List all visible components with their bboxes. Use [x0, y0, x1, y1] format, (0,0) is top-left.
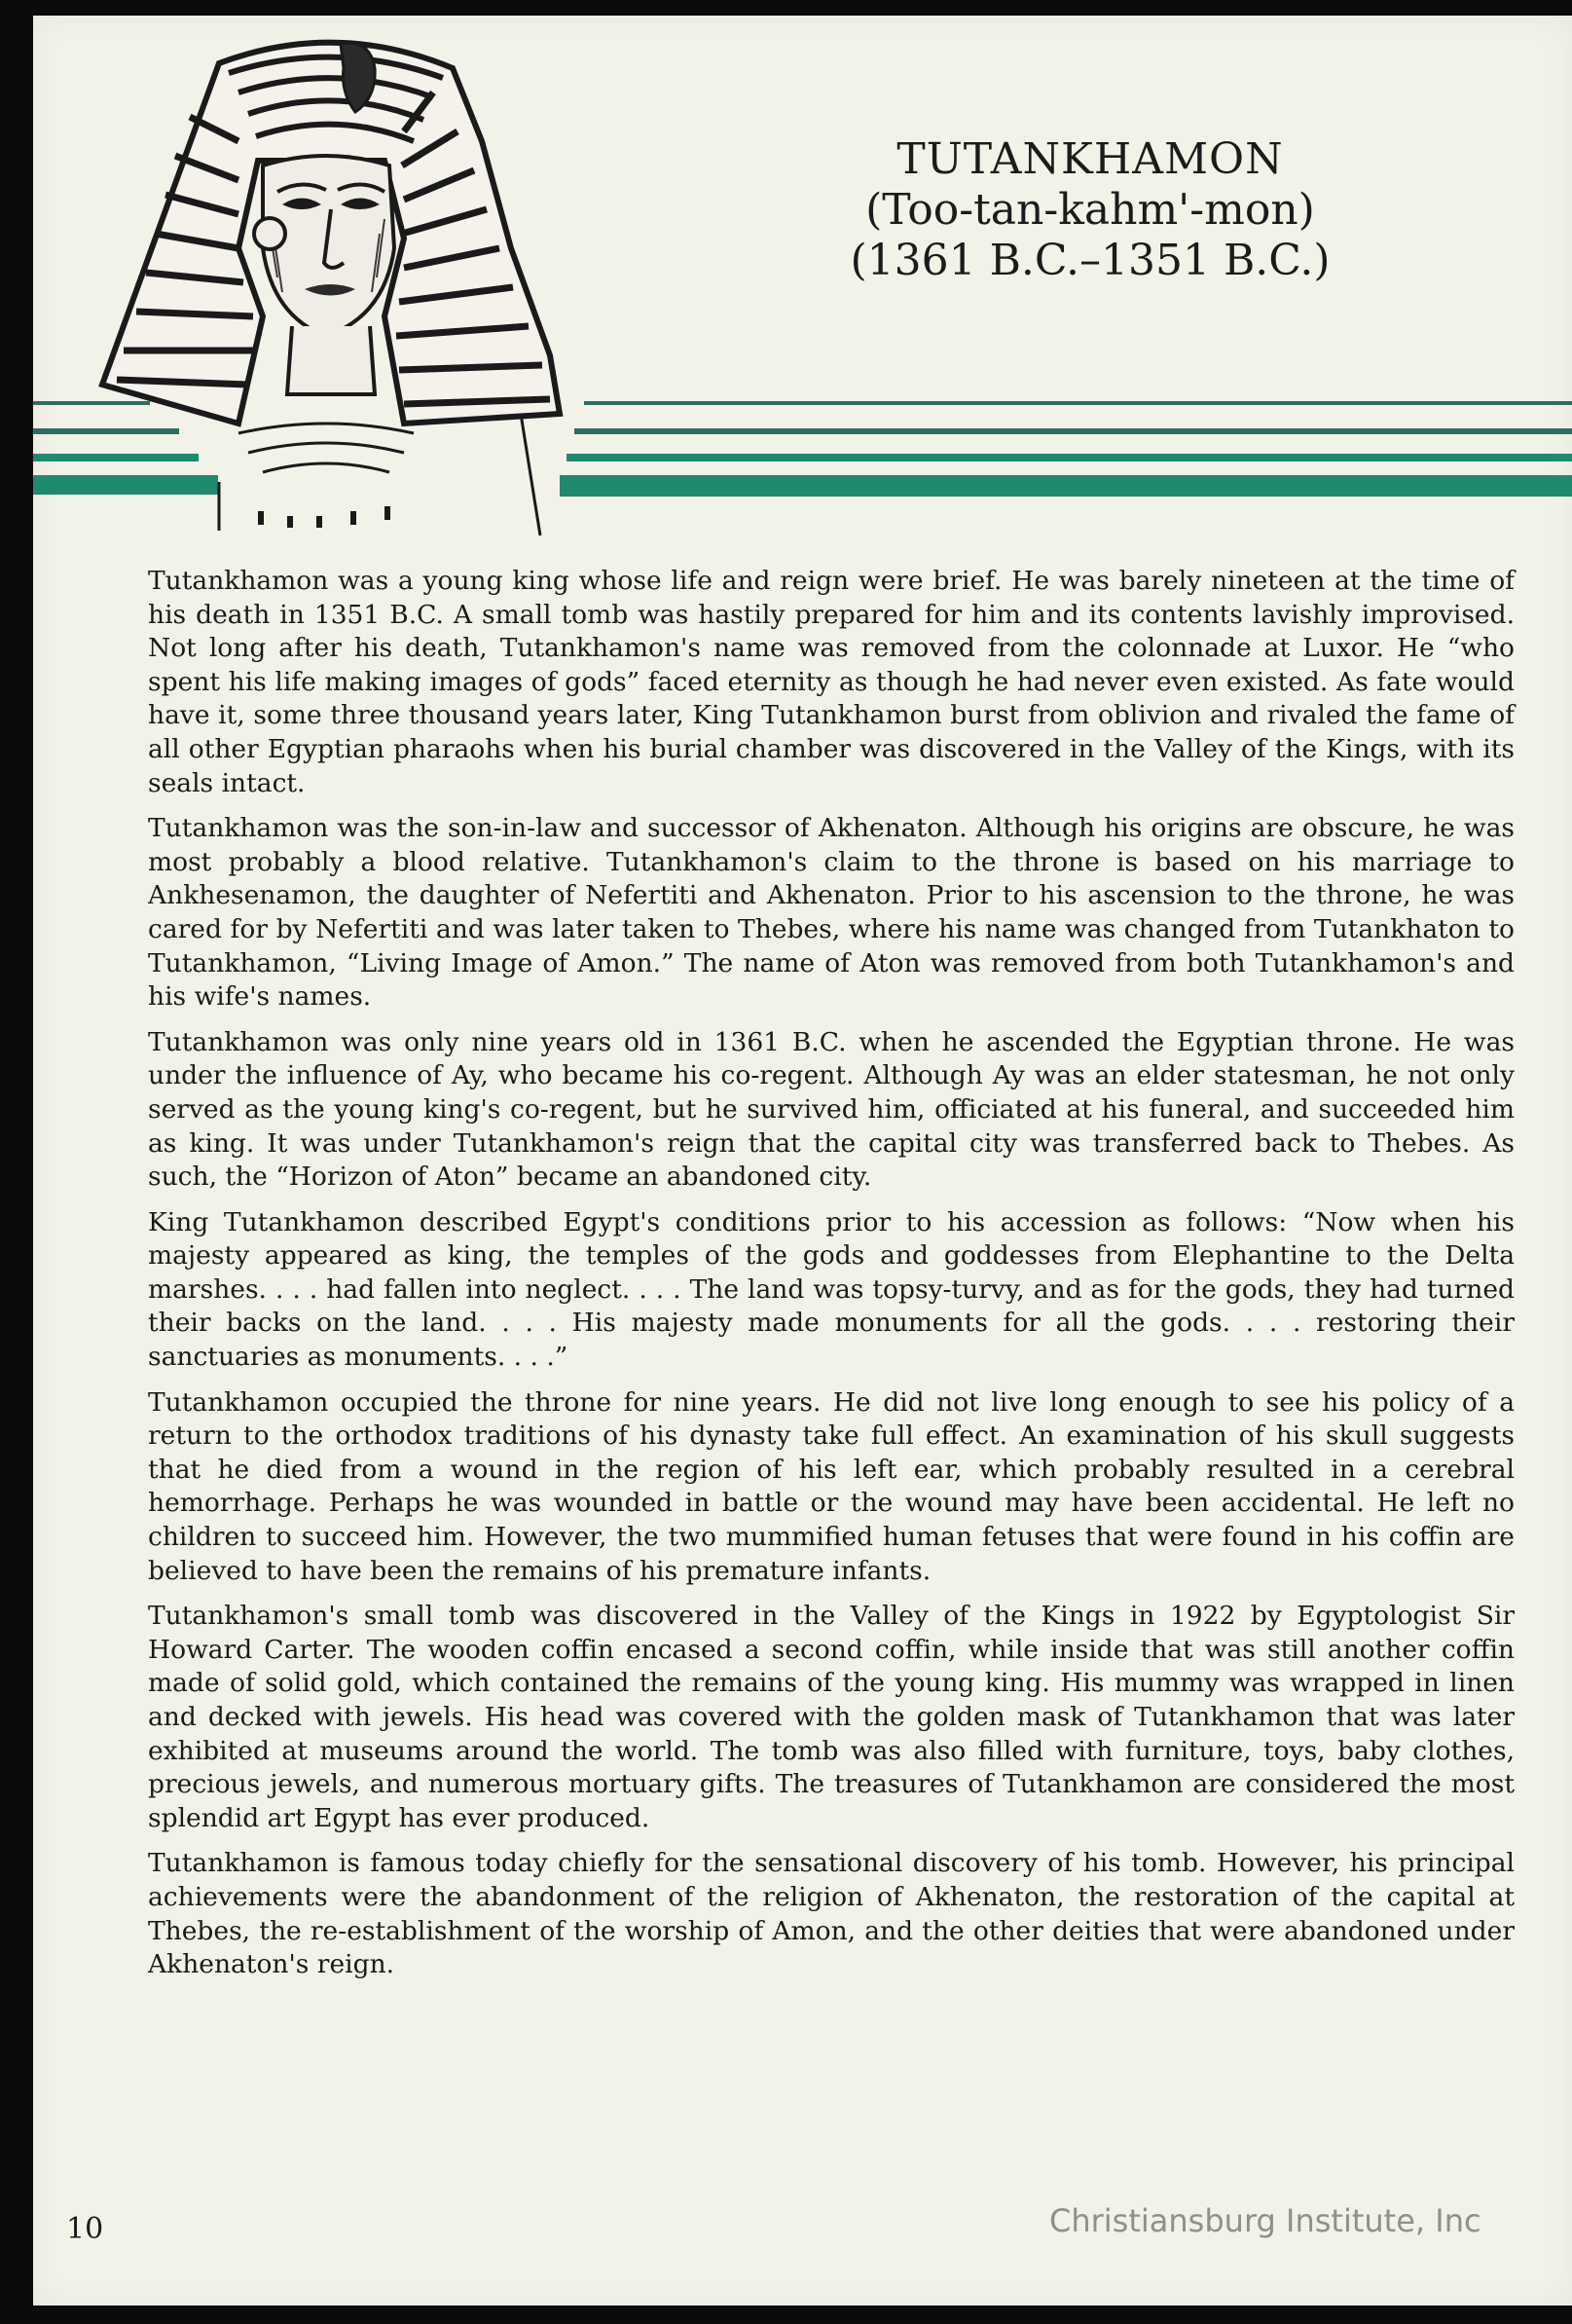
- pronunciation: (Too-tan-kahm'-mon): [865, 185, 1315, 235]
- title-block: [798, 134, 1382, 286]
- paragraph: Tutankhamon is famous today chiefly for the sensational discovery of his tomb. However, his principal achievements were the abandonment of the religion of Akhenaton, the restoration of the capital at Thebes, the re-establishment of the worship of Amon, and the other deities that were abandoned under Akhenaton's reign.: [148, 1848, 1515, 1980]
- paragraph: Tutankhamon was the son-in-law and successor of Akhenaton. Although his origins are obscure, he was most probably a blood relative. Tutankhamon's claim to the throne is based on his marriage to Ankhesenamon, the daughter of Nefertiti and Akhenaton. Prior to his ascension to the throne, he was cared for by Nefertiti and was later taken to Thebes, where his name was changed from Tutankhaton to Tutankhamon, “Living Image of Amon.” The name of Aton was removed from both Tutankhamon's and his wife's names.: [148, 813, 1515, 1013]
- watermark: Christiansburg Institute, Inc: [1049, 2202, 1481, 2239]
- page-number: 10: [66, 2212, 104, 2246]
- article-body: [148, 565, 1515, 1994]
- paragraph: Tutankhamon's small tomb was discovered in the Valley of the Kings in 1922 by Egyptologist Sir Howard Carter. The wooden coffin encased a second coffin, while inside that was still another coffin made of solid gold, which contained the remains of the young king. His mummy was wrapped in linen and decked with jewels. His head was covered with the golden mask of Tutankhamon that was later exhibited at museums around the world. The tomb was also filled with furniture, toys, baby clothes, precious jewels, and numerous mortuary gifts. The treasures of Tutankhamon are considered the most splendid art Egypt has ever produced.: [148, 1601, 1515, 1833]
- paragraph: Tutankhamon occupied the throne for nine years. He did not live long enough to see his policy of a return to the orthodox traditions of his dynasty take full effect. An examination of his skull suggests that he died from a wound in the region of his left ear, which probably resulted in a cerebral hemorrhage. Perhaps he was wounded in battle or the wound may have been accidental. He left no children to succeed him. However, the two mummified human fetuses that were found in his coffin are believed to have been the remains of his premature infants.: [148, 1386, 1515, 1586]
- paragraph: Tutankhamon was only nine years old in 1361 B.C. when he ascended the Egyptian throne. He was under the influence of Ay, who became his co-regent. Although Ay was an elder statesman, he not only served as the young king's co-regent, but he survived him, officiated at his funeral, and succeeded him as king. It was under Tutankhamon's reign that the capital city was transferred back to Thebes. As such, the “Horizon of Aton” became an abandoned city.: [148, 1026, 1515, 1193]
- pharaoh-head-illustration: [92, 24, 618, 540]
- page-title: TUTANKHAMON: [896, 134, 1284, 184]
- reign-dates: (1361 B.C.–1351 B.C.): [850, 236, 1331, 285]
- paragraph: Tutankhamon was a young king whose life and reign were brief. He was barely nineteen at the time of his death in 1351 B.C. A small tomb was hastily prepared for him and its contents lavishly improvised. Not long after his death, Tutankhamon's name was removed from the colonnade at Luxor. He “who spent his life making images of gods” faced eternity as though he had never even existed. As fate would have it, some three thousand years later, King Tutankhamon burst from oblivion and rivaled the fame of all other Egyptian pharaohs when his burial chamber was discovered in the Valley of the Kings, with its seals intact.: [148, 566, 1515, 798]
- paragraph: King Tutankhamon described Egypt's conditions prior to his accession as follows: “Now when his majesty appeared as king, the temples of the gods and goddesses from Elephantine to the Delta marshes. . . . had fallen into neglect. . . . The land was topsy-turvy, and as for the gods, they had turned their backs on the land. . . . His majesty made monuments for all the gods. . . . restoring their sanctuaries as monuments. . . .”: [148, 1206, 1515, 1373]
